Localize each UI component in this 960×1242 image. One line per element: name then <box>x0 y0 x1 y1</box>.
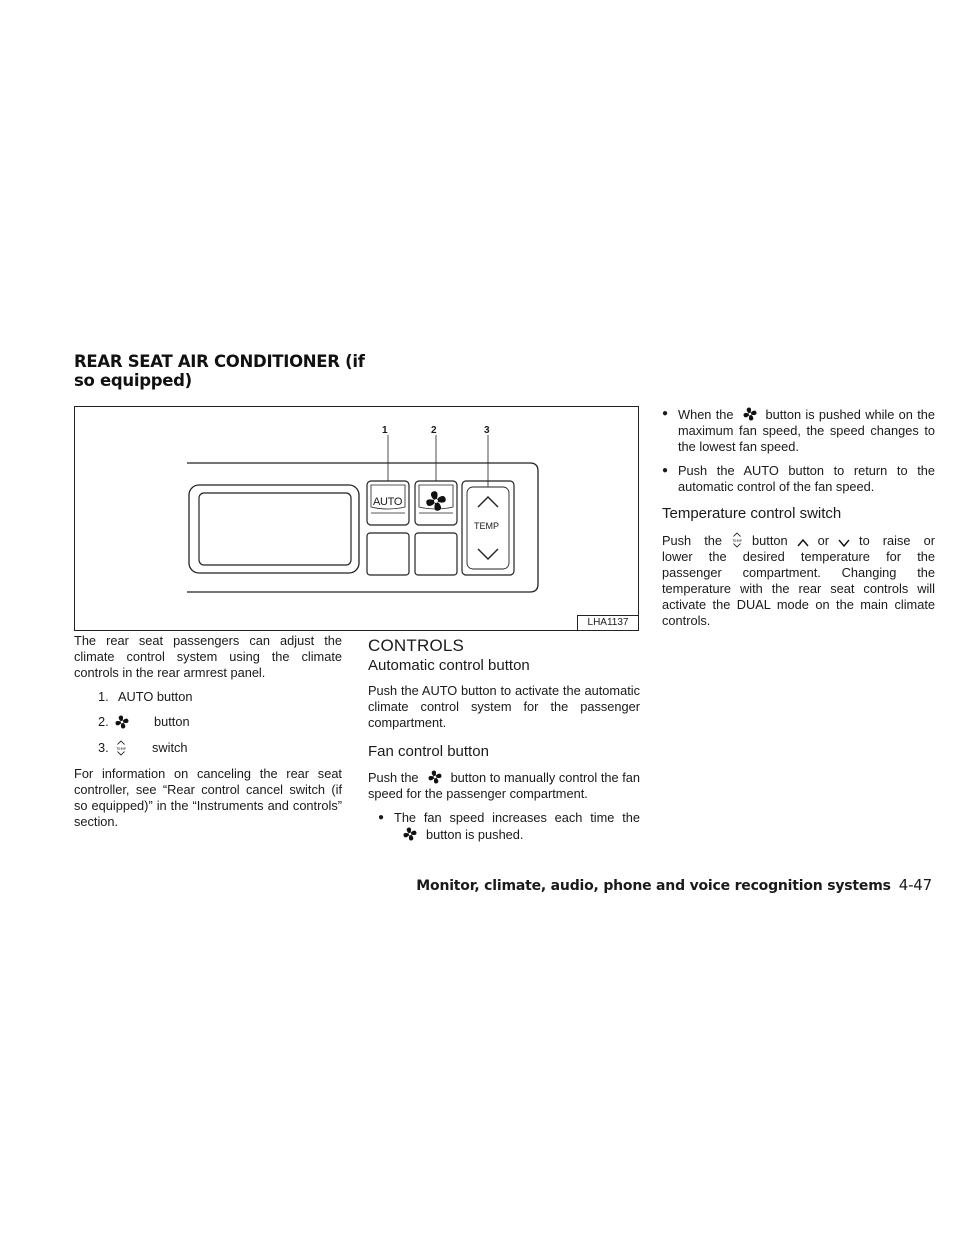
footer-title: Monitor, climate, audio, phone and voice recognition systems <box>416 878 891 894</box>
temp-switch-label: TEMP <box>474 521 500 531</box>
callout-2: 2 <box>431 425 437 436</box>
intro-paragraph: The rear seat passengers can adjust the climate control system using the climate controls in the rear armrest panel. <box>74 633 342 680</box>
figure-caption: LHA1137 <box>577 615 638 630</box>
bullet-icon: ● <box>662 465 669 476</box>
chevron-down-icon <box>837 538 851 548</box>
fan-icon <box>402 826 418 842</box>
temp-heading: Temperature control switch <box>662 505 842 522</box>
controls-heading: CONTROLS <box>368 636 465 655</box>
fan-heading: Fan control button <box>368 743 489 760</box>
fan-paragraph: Push the button to manually control the fan speed for the passenger compartment. <box>368 770 640 801</box>
page-number: 4-47 <box>898 876 932 894</box>
fan-bullet: ● When the button is pushed while on the maximum fan speed, the speed changes to the lowest fan speed. <box>662 407 935 454</box>
column-2 <box>368 635 640 851</box>
auto-button-label: AUTO <box>373 496 403 508</box>
page-footer <box>416 876 932 894</box>
column-3 <box>662 406 935 637</box>
callout-3: 3 <box>484 425 490 436</box>
fan-icon <box>742 406 758 422</box>
column-1 <box>74 633 342 838</box>
fan-bullet: ● The fan speed increases each time thebutton is pushed. <box>378 810 640 842</box>
section-title: REAR SEAT AIR CONDITIONER (if so equipped) <box>74 352 365 390</box>
fan-icon <box>427 769 443 785</box>
temp-switch-icon <box>730 531 744 549</box>
auto-paragraph: Push the AUTO button to activate the automatic climate control system for the passenger compartment. <box>368 683 640 730</box>
list-item: 3. switch <box>98 740 188 755</box>
auto-heading: Automatic control button <box>368 657 530 674</box>
cancel-info-paragraph: For information on canceling the rear seat controller, see “Rear control cancel switch (if so equipped)” in the “Instruments and controls” section. <box>74 766 342 829</box>
callout-1: 1 <box>382 425 388 436</box>
bullet-icon: ● <box>662 408 669 419</box>
temp-paragraph: Push the button or to raise or lower the desired temperature for the passenger compartment. Changing the temperature with the rear seat controls will activate the DUAL mode on the main climate controls. <box>662 533 935 628</box>
list-item: 2. button <box>98 714 190 729</box>
temp-switch-icon <box>114 739 128 757</box>
chevron-up-icon <box>796 538 810 548</box>
rear-control-panel-figure <box>74 406 639 631</box>
list-item: 1. AUTO button <box>98 689 193 704</box>
fan-bullet: ● Push the AUTO button to return to the automatic control of the fan speed. <box>662 463 935 494</box>
fan-icon <box>114 714 130 730</box>
bullet-icon: ● <box>378 812 385 823</box>
